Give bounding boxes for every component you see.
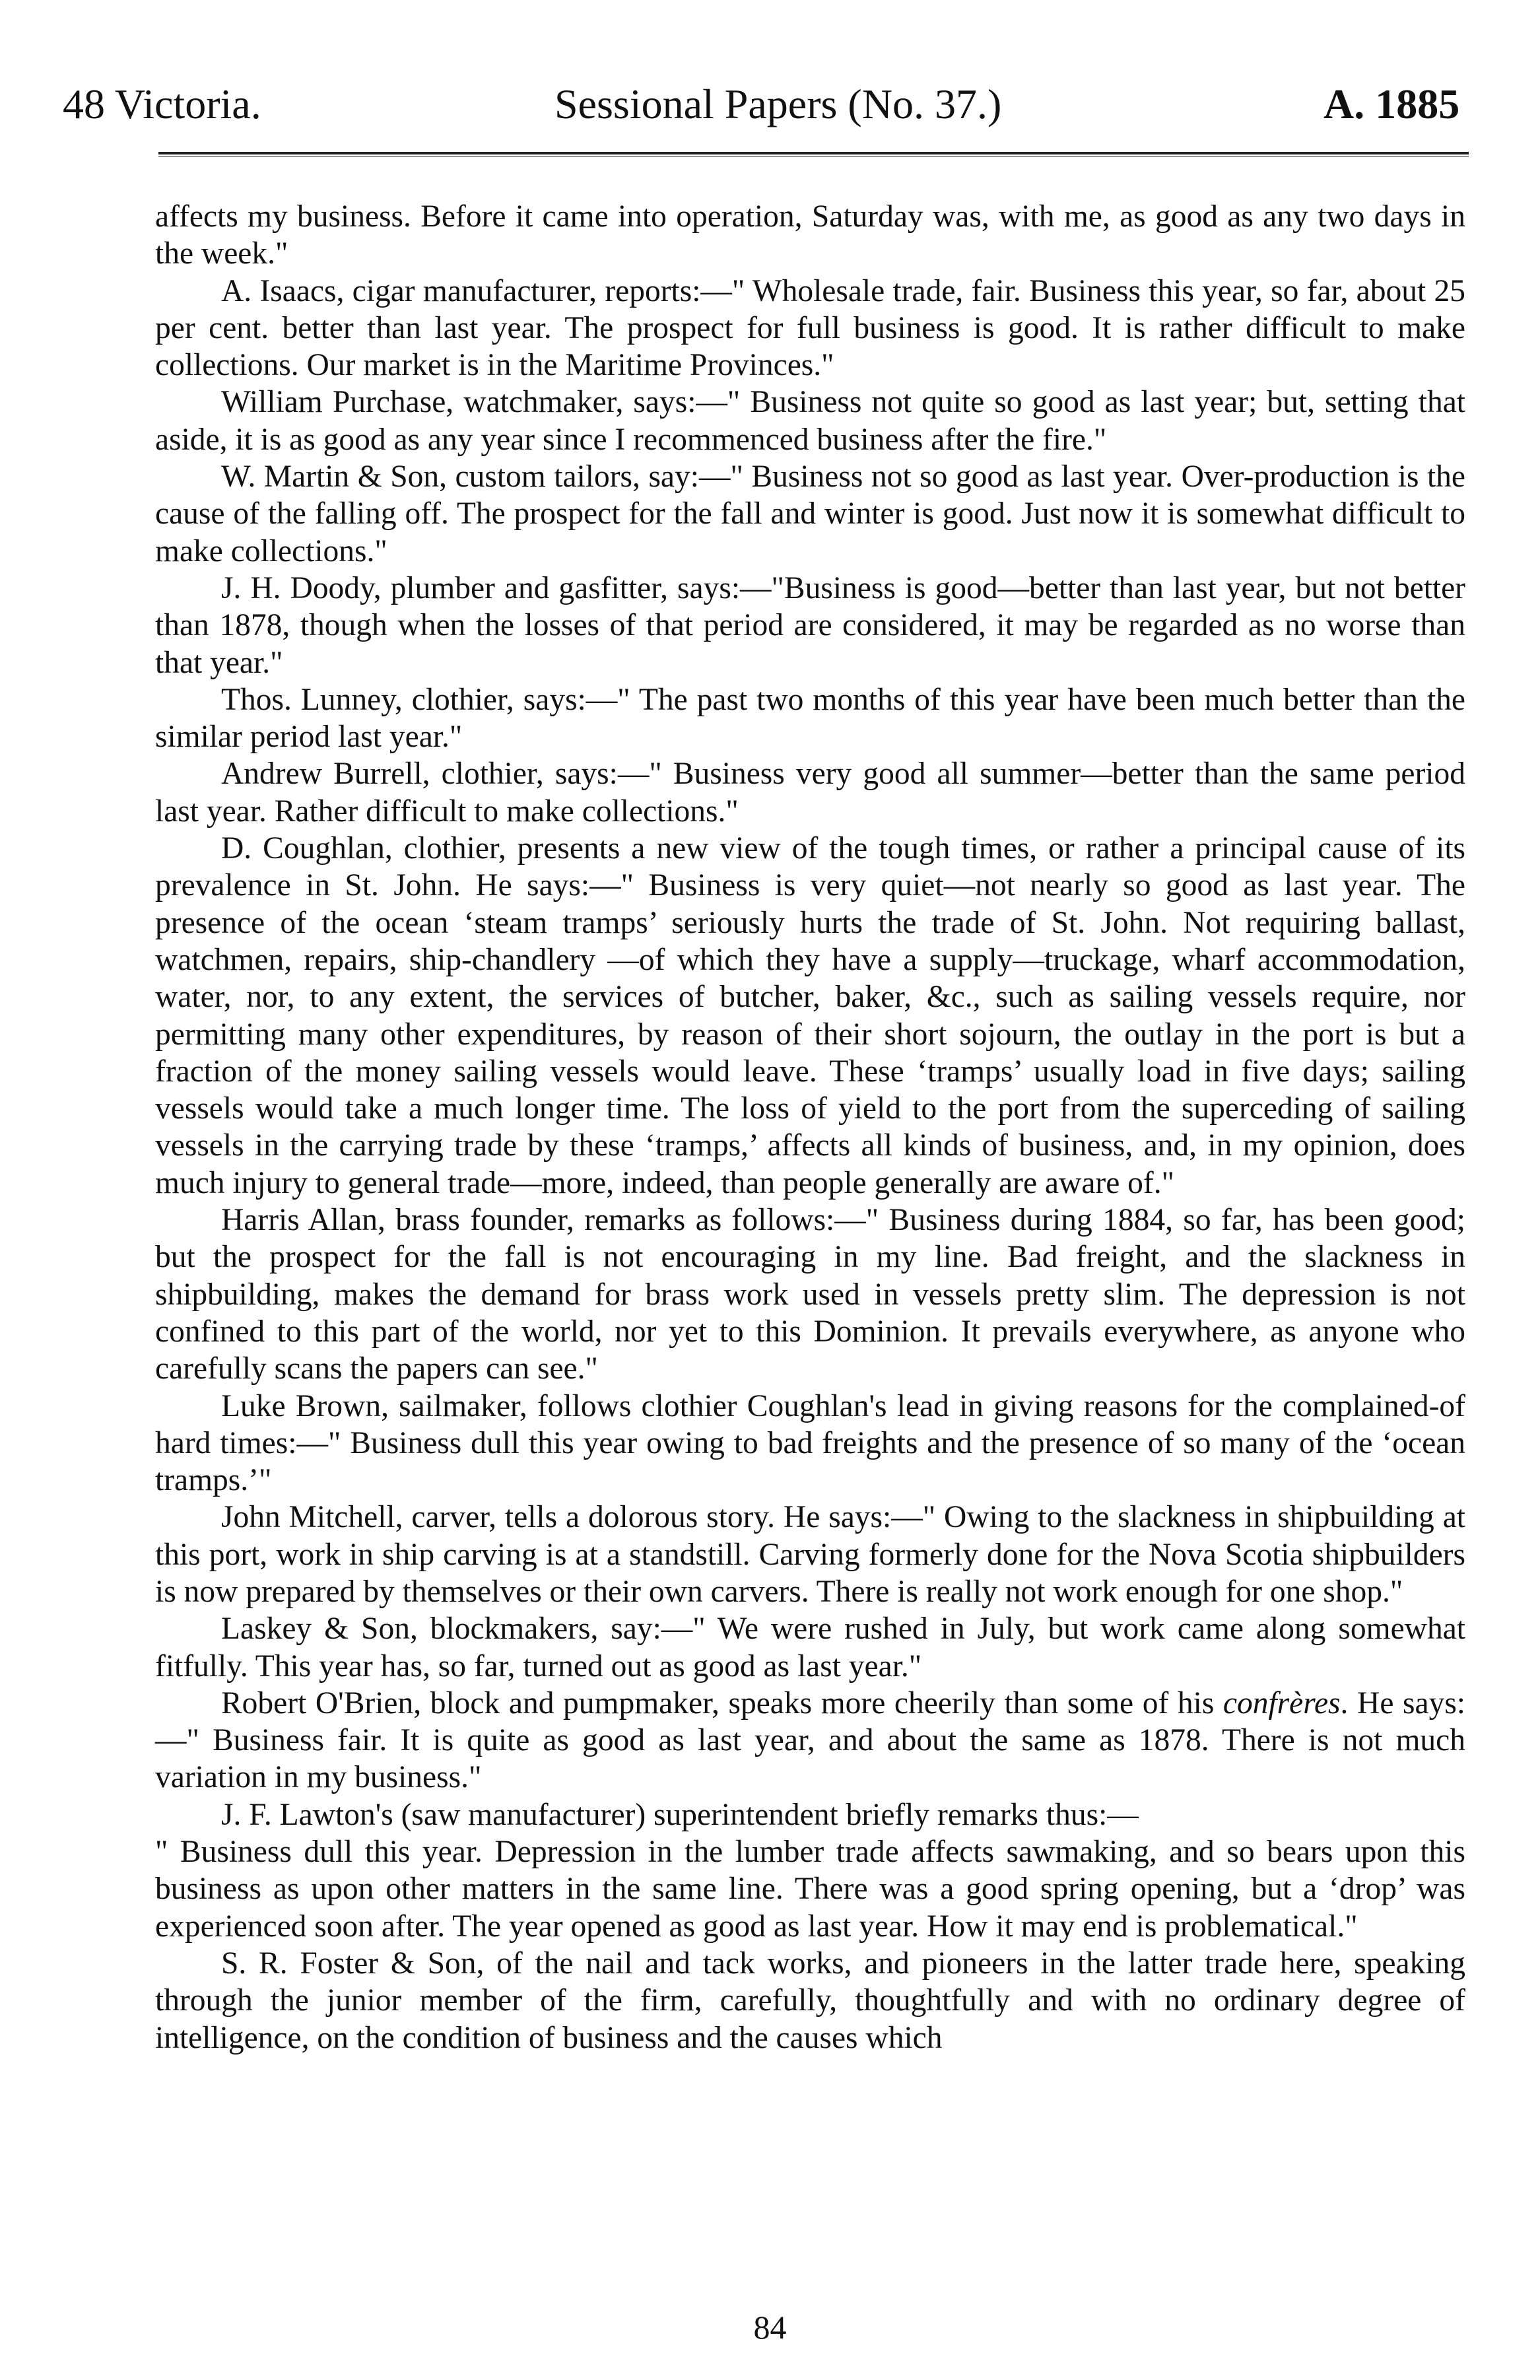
header-session: 48 Victoria. — [63, 81, 261, 127]
paragraph: J. F. Lawton's (saw manufacturer) superintendent briefly remarks thus:— — [221, 1797, 1139, 1832]
paragraph: Laskey & Son, blockmakers, say:—" We were rushed in July, but work came along somewhat fitfully. This year has, so far, turned out as good as last year." — [155, 1612, 1465, 1683]
paragraph: Luke Brown, sailmaker, follows clothier Coughlan's lead in giving reasons for the complained-of hard times:—" Business dull this year owing to bad freights and the presence of so many of the ‘ocean tramps.’" — [155, 1388, 1465, 1498]
paragraph: " Business dull this year. Depression in the lumber trade affects sawmaking, and so bears upon this business as upon other matters in the same line. There was a good spring opening, but a ‘drop’ was experienced soon after. The year opened as good as last year. How it may end is problematical." — [155, 1835, 1465, 1944]
header-title: Sessional Papers (No. 37.) — [554, 81, 1002, 127]
paragraph-text: . He says:—" Business fair. It is quite as good as last year, and about the same as 1878. There is not much variation in my business." — [155, 1685, 1465, 1795]
page-body — [155, 198, 1465, 2057]
paragraph: William Purchase, watchmaker, says:—" Business not quite so good as last year; but, setting that aside, it is as good as any year since I recommenced business after the fire." — [155, 385, 1465, 457]
paragraph: John Mitchell, carver, tells a dolorous story. He says:—" Owing to the slackness in shipbuilding at this port, work in ship carving is at a standstill. Carving formerly done for the Nova Scotia shipbuilders is now prepared by themselves or their own carvers. There is really not work enough for one shop." — [155, 1500, 1465, 1609]
page-number: 84 — [753, 2309, 787, 2346]
paragraph: A. Isaacs, cigar manufacturer, reports:—" Wholesale trade, fair. Business this year, so far, about 25 per cent. better than last year. The prospect for full business is good. It is rather difficult to make collections. Our market is in the Maritime Provinces." — [155, 273, 1465, 383]
paragraph: Andrew Burrell, clothier, says:—" Business very good all summer—better than the same period last year. Rather difficult to make collections." — [155, 757, 1465, 829]
paragraph: affects my business. Before it came into operation, Saturday was, with me, as good as any two days in the week." — [155, 199, 1465, 271]
header-rule — [158, 152, 1469, 157]
paragraph: S. R. Foster & Son, of the nail and tack works, and pioneers in the latter trade here, speaking through the junior member of the firm, carefully, thoughtfully and with no ordinary degree of intelligence, on the condition of business and the causes which — [155, 1946, 1465, 2055]
paragraph: Thos. Lunney, clothier, says:—" The past two months of this year have been much better than the similar period last year." — [155, 682, 1465, 755]
paragraph — [155, 1685, 1465, 1796]
paragraph: J. H. Doody, plumber and gasfitter, says:—"Business is good—better than last year, but not better than 1878, though when the losses of that period are considered, it may be regarded as no worse than that year." — [155, 570, 1465, 680]
running-header — [63, 78, 1482, 131]
paragraph: D. Coughlan, clothier, presents a new view of the tough times, or rather a principal cause of its prevalence in St. John. He says:—" Business is very quiet—not nearly so good as last year. The presence of the ocean ‘steam tramps’ seriously hurts the trade of St. John. Not requiring ballast, watchmen, repairs, ship-chandlery —of which they have a supply—truckage, wharf accommodation, water, nor, to any extent, the services of butcher, baker, &c., such as sailing vessels require, nor permitting many other expenditures, by reason of their short sojourn, the outlay in the port is but a fraction of the money sailing vessels would leave. These ‘tramps’ usually load in five days; sailing vessels would take a much longer time. The loss of yield to the port from the superceding of sailing vessels in the carrying trade by these ‘tramps,’ affects all kinds of business, and, in my opinion, does much injury to general trade—more, indeed, than people generally are aware of." — [155, 831, 1465, 1200]
paragraph: Harris Allan, brass founder, remarks as follows:—" Business during 1884, so far, has been good; but the prospect for the fall is not encouraging in my line. Bad freight, and the slackness in shipbuilding, makes the demand for brass work used in vessels pretty slim. The depression is not confined to this part of the world, nor yet to this Dominion. It prevails everywhere, as anyone who carefully scans the papers can see." — [155, 1203, 1465, 1386]
paragraph-text: Robert O'Brien, block and pumpmaker, speaks more cheerily than some of his — [221, 1685, 1223, 1720]
header-year: A. 1885 — [1323, 81, 1460, 127]
paragraph: W. Martin & Son, custom tailors, say:—" Business not so good as last year. Over-production is the cause of the falling off. The prospect for the fall and winter is good. Just now it is somewhat difficult to make collections." — [155, 459, 1465, 568]
emphasis-text: confrères — [1222, 1685, 1341, 1720]
